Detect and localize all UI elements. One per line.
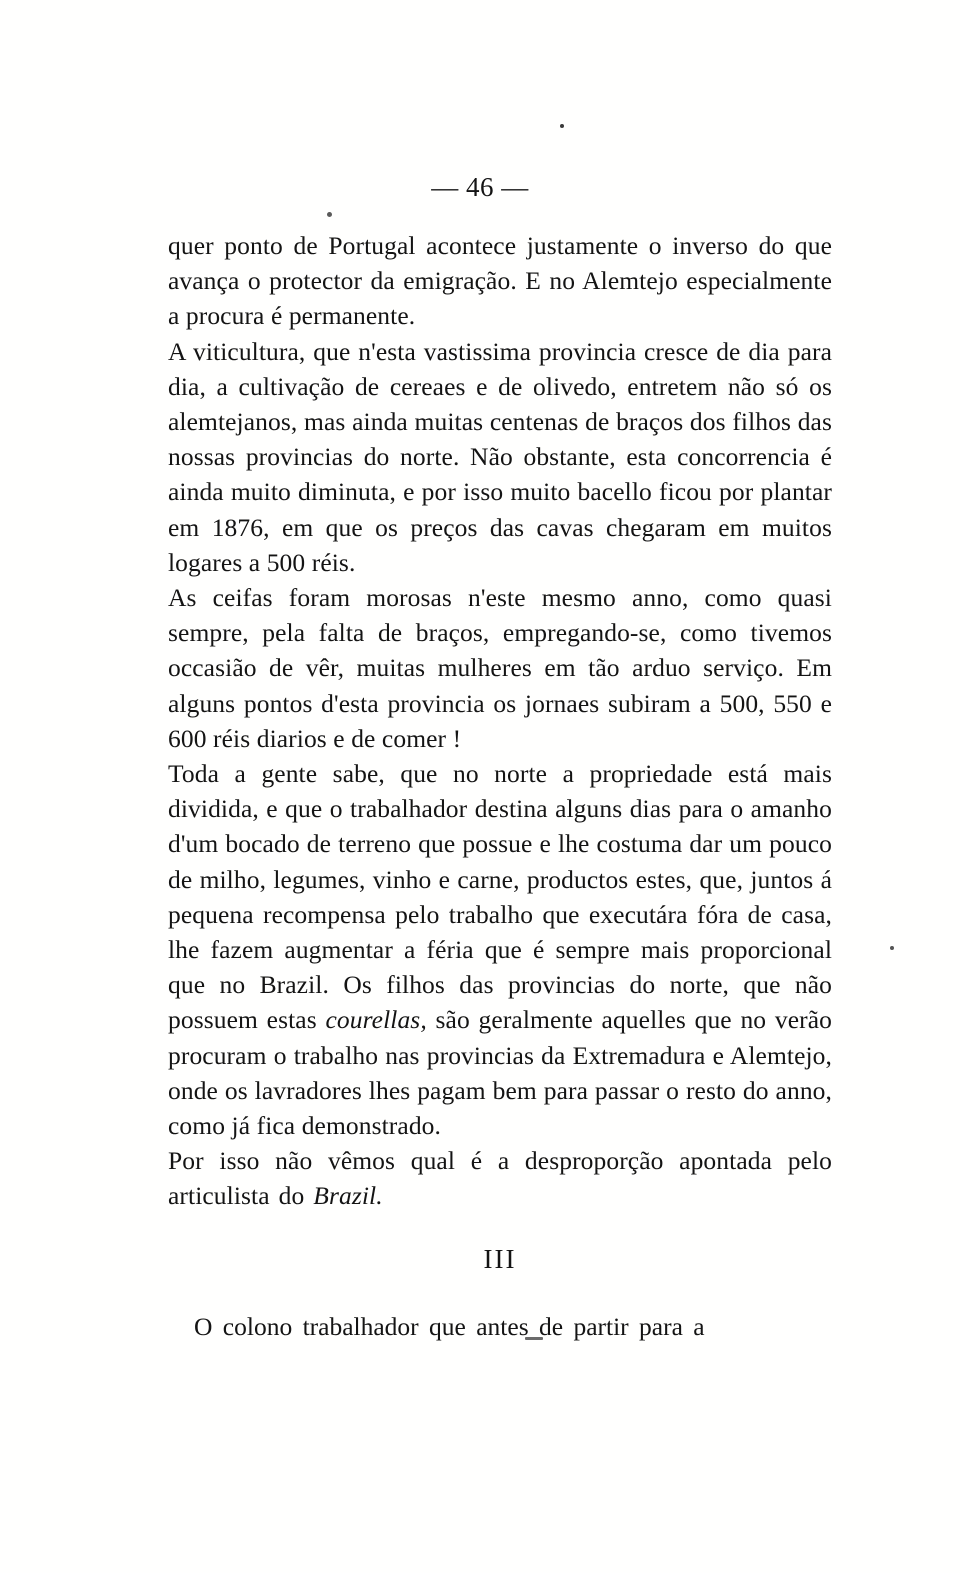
paragraph-3: As ceifas foram morosas n'este mesmo anno, como quasi sempre, pela falta de braços, empregando-se, como tivemos occasião de vêr, muitas mulheres em tão arduo serviço. Em alguns pontos d'esta provincia os jornaes subiram a 500, 550 e 600 réis diarios e de comer ! [168, 583, 832, 753]
ink-speck [327, 212, 332, 217]
paragraph-1: quer ponto de Portugal acontece justamente o inverso do que avança o protector da emigração. E no Alemtejo especialmente a procura é permanente. [168, 231, 832, 331]
paragraph-5-text-a: Por isso não vêmos qual é a desproporção apontada pelo articulista do [168, 1146, 832, 1211]
section-number: III [483, 1243, 517, 1274]
paragraph-4 [168, 756, 832, 1143]
closing-line: O colono trabalhador que antes de partir para a [194, 1311, 705, 1341]
paragraph-2: A viticultura, que n'esta vastissima provincia cresce de dia para dia, a cultivação de cereaes e de olivedo, entretem não só os alemtejanos, mas ainda muitas centenas de braços dos filhos das nossas provincias do norte. Não obstante, esta concorrencia é ainda muito diminuta, e por isso muito bacello ficou por plantar em 1876, em que os preços das cavas chegaram em muitos logares a 500 réis. [168, 336, 832, 577]
paragraph-4-text-a: Toda a gente sabe, que no norte a propriedade está mais dividida, e que o trabalhador destina alguns dias para o amanho d'um bocado de terreno que possue e lhe costuma dar um pouco de milho, legumes, vinho e carne, productos estes, que, juntos á pequena recompensa pelo trabalho que executára fóra de casa, lhe fazem augmentar a féria que é sempre mais proporcional que no Brazil. Os filhos das provincias do norte, que não possuem estas [168, 759, 832, 1035]
paragraph-4-text-b: são geralmente aquelles que no verão procuram o trabalho nas provincias da Extremadura e Alemtejo, onde os lavradores lhes pagam bem para passar o resto do anno, como já fica demonstrado. [168, 1005, 833, 1141]
paragraph-5 [168, 1143, 832, 1213]
body-text [168, 228, 832, 1344]
paragraph-5-italic-term: Brazil. [313, 1181, 383, 1211]
page-number: — 46 — [431, 172, 529, 202]
ink-speck [560, 124, 564, 128]
paragraph-4-italic-term: courellas, [325, 1005, 427, 1035]
ink-speck [890, 946, 894, 950]
